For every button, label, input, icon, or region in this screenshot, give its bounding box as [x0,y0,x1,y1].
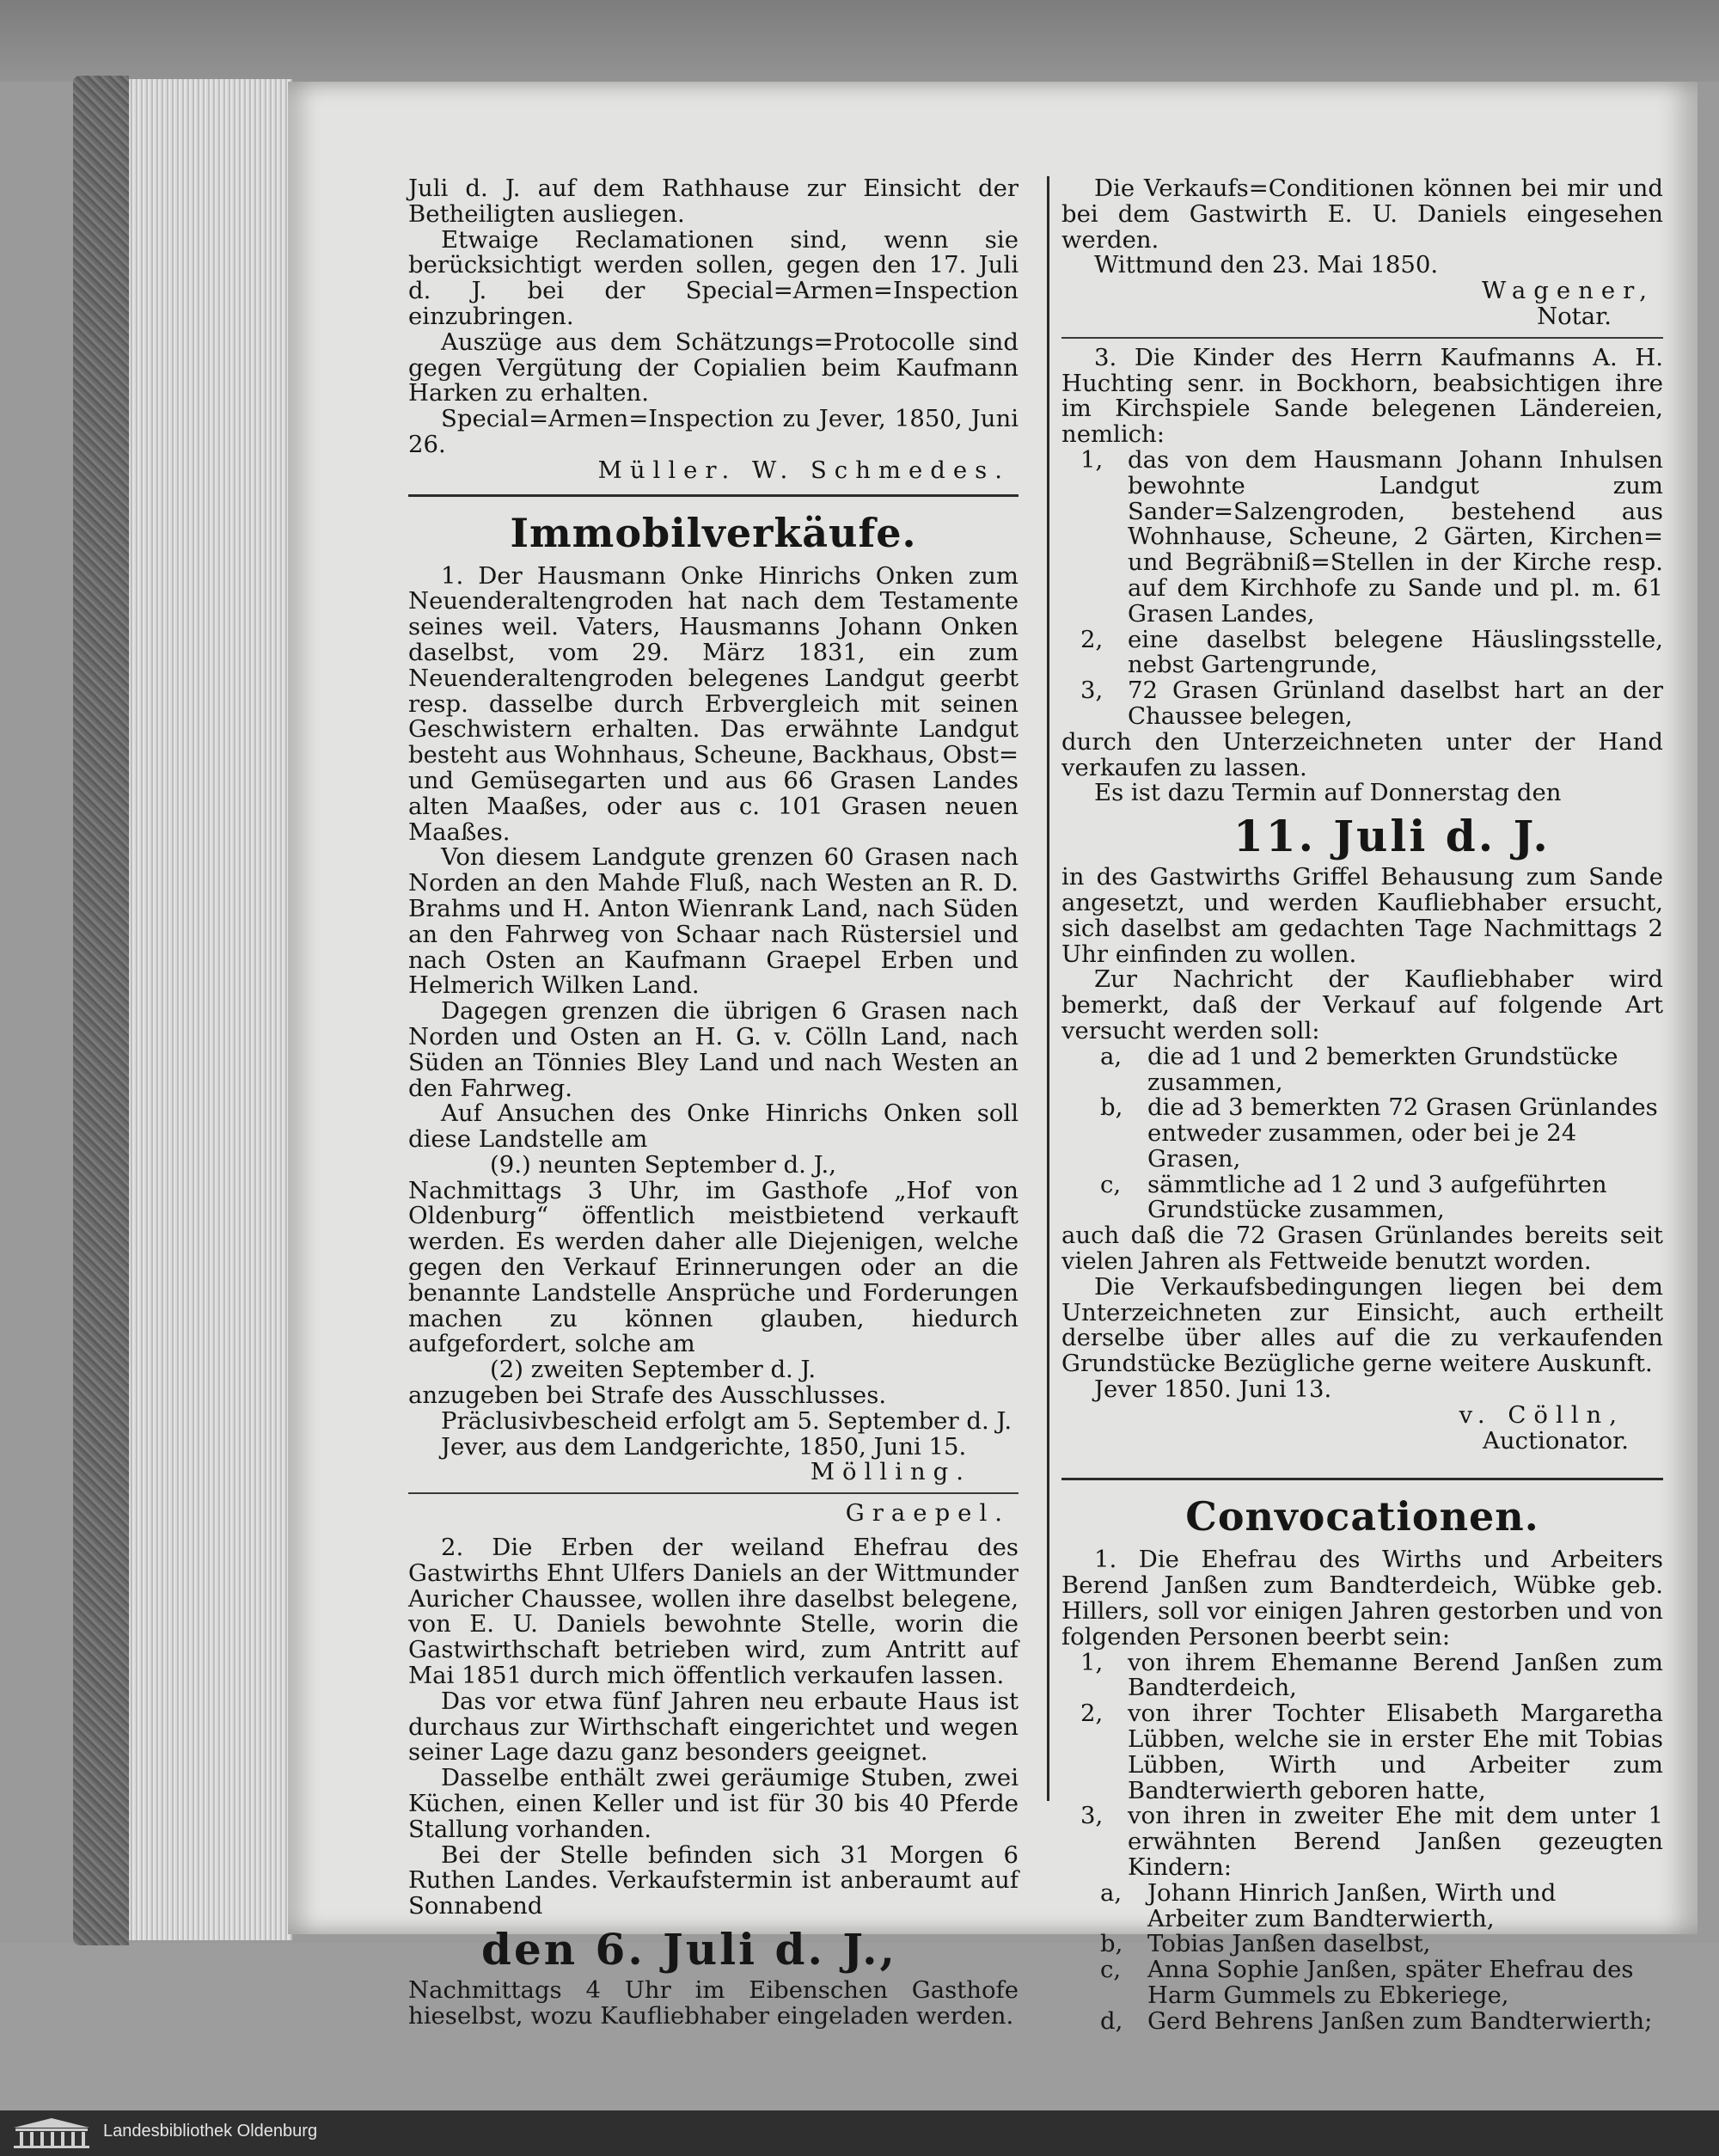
intro-paragraph: Auszüge aus dem Schätzungs=Protocolle sind gegen Vergütung der Copialien beim Kaufmann Harken zu erhalten. [408,328,1019,407]
place-date-line: Jever 1850. Juni 13. [1094,1375,1332,1404]
list-letter: d, [1100,2006,1123,2035]
signature-title: Auctionator. [1483,1426,1629,1455]
notice-paragraph: Auf Ansuchen des Onke Hinrichs Onken soll diese Landstelle am [408,1099,1019,1154]
place-date-line: Wittmund den 23. Mai 1850. [1094,251,1439,279]
list-text: eine daselbst belegene Häuslingsstelle, nebst Gartengrunde, [1128,625,1663,679]
notice-paragraph: auch daß die 72 Grasen Grünlandes bereits seit vielen Jahren als Fettweide benutzt worden. [1061,1222,1663,1276]
signature: Graepel. [845,1499,1010,1528]
list-text: Tobias Janßen daselbst, [1147,1930,1431,1958]
notice-paragraph: 2. Die Erben der weiland Ehefrau des Gastwirths Ehnt Ulfers Daniels an der Wittmunder Auricher Chaussee, wollen ihre daselbst belegene, von E. U. Daniels bewohnte Stelle, worin die Gastwirthschaft betrieben wird, zum Antritt auf Mai 1851 durch mich öffentlich verkaufen lassen. [408,1534,1019,1690]
signature: v. Cölln, [1459,1400,1624,1429]
notice-paragraph: Von diesem Landgute grenzen 60 Grasen nach Norden an den Mahde Fluß, nach Westen an R. D. Brahms und H. Anton Wienrank Land, nach Süden an den Fahrweg von Schaar nach Rüstersiel und nach Osten an Kaufmann Graepel Erben und Helmerich Wilken Land. [408,843,1019,1000]
list-letter: c, [1100,1956,1122,1984]
list-item [1061,1170,1663,1224]
list-text: die ad 3 bemerkten 72 Grasen Grünlandes entweder zusammen, oder bei je 24 Grasen, [1147,1093,1658,1173]
list-letter: b, [1100,1930,1123,1958]
scan-background-top [0,0,1719,82]
notice-line: Präclusivbescheid erfolgt am 5. September d. J. [441,1406,1012,1435]
notice-paragraph: Das vor etwa fünf Jahren neu erbaute Haus ist durchaus zur Wirthschaft eingerichtet und wegen seiner Lage dazu ganz besonders geeignet. [408,1687,1019,1767]
notice-paragraph: Die Verkaufsbedingungen liegen bei dem Unterzeichneten zur Einsicht, auch ertheilt derselbe über alles auf die zu verkaufenden Grundstücke Bezügliche gerne weitere Auskunft. [1061,1272,1663,1378]
list-item [1061,1957,1663,2009]
notice-paragraph: Die Verkaufs=Conditionen können bei mir und bei dem Gastwirth E. U. Daniels eingesehen werden. [1061,175,1663,254]
notice-paragraph: durch den Unterzeichneten unter der Hand verkaufen zu lassen. [1061,727,1663,781]
list-text: Gerd Behrens Janßen zum Bandterwierth; [1147,2006,1653,2035]
list-item [1061,2006,1663,2035]
list-item [1061,1701,1663,1804]
list-text: von ihren in zweiter Ehe mit dem unter 1 erwähnten Berend Janßen gezeugten Kindern: [1128,1802,1663,1882]
deadline-date: (2) zweiten September d. J. [490,1356,817,1384]
column-divider [1047,176,1049,1801]
list-number: 1, [1080,445,1104,474]
notice-paragraph: Dagegen grenzen die übrigen 6 Grasen nach Norden und Osten an H. G. v. Cölln Land, nach Süden an Tönnies Bley Land und nach Westen an den Fahrweg. [408,997,1019,1102]
section-rule [408,494,1019,497]
notice-paragraph: Nachmittags 3 Uhr, im Gasthofe „Hof von Oldenburg“ öffentlich meistbietend verkauft werden. Es werden daher alle Diejenigen, welche gegen den Verkauf Erinnerungen oder an die benannte Landstelle Ansprüche und Forderungen machen zu können glauben, hiedurch aufgefordert, solche am [408,1176,1019,1358]
place-date-line: Special=Armen=Inspection zu Jever, 1850, Juni 26. [408,405,1019,458]
list-item [1061,1648,1663,1702]
auction-date-heading: den 6. Juli d. J., [481,1924,897,1975]
list-item [1061,678,1663,730]
signature-rule [408,1492,1019,1494]
notice-paragraph: Nachmittags 4 Uhr im Eibenschen Gasthofe hieselbst, wozu Kaufliebhaber eingeladen werden. [408,1976,1019,2030]
auction-date: (9.) neunten September d. J., [490,1150,836,1179]
right-column [1061,176,1663,2035]
library-building-icon [9,2116,95,2150]
list-text: 72 Grasen Grünland daselbst hart an der Chaussee belegen, [1128,677,1663,730]
notice-paragraph: Zur Nachricht der Kaufliebhaber wird bemerkt, daß der Verkauf auf folgende Art versucht werden soll: [1061,965,1663,1044]
notice-paragraph: Bei der Stelle befinden sich 31 Morgen 6 Ruthen Landes. Verkaufstermin ist anberaumt auf Sonnabend [408,1841,1019,1920]
list-letter: c, [1100,1170,1122,1198]
library-name: Landesbibliothek Oldenburg [103,2122,318,2141]
list-text: sämmtliche ad 1 2 und 3 aufgeführten Grundstücke zusammen, [1147,1170,1607,1224]
list-text: das von dem Hausmann Johann Inhulsen bewohnte Landgut zum Sander=Salzengroden, bestehend aus Wohnhause, Scheune, 2 Gärten, Kirchen= und Begräbniß=Stellen in der Kirche resp. auf dem Kirchhofe zu Sande und pl. m. 61 Grasen Landes, [1128,445,1663,628]
signature: Wagener, [1481,277,1655,305]
list-item [1061,1044,1663,1096]
list-number: 2, [1080,1700,1104,1728]
list-item [1061,1878,1663,1932]
section-rule [1061,1478,1663,1480]
list-item [1061,1804,1663,1880]
list-text: von ihrer Tochter Elisabeth Margaretha Lübben, welche sie in erster Ehe mit Tobias Lübben, Wirth und Arbeiter zum Bandterwierth geboren hatte, [1128,1700,1663,1804]
list-number: 3, [1080,677,1104,705]
list-item [1061,1932,1663,1957]
page-stack-edges [129,79,292,1940]
list-item [1061,445,1663,628]
list-item [1061,625,1663,679]
auction-date-heading: 11. Juli d. J. [1233,811,1551,862]
notice-line: Es ist dazu Termin auf Donnerstag den [1094,779,1562,807]
intro-paragraph: Etwaige Reclamationen sind, wenn sie berücksichtigt werden sollen, gegen den 17. Juli d. J. bei der Special=Armen=Inspection einzubringen. [408,225,1019,330]
notice-paragraph: 1. Die Ehefrau des Wirths und Arbeiters Berend Janßen zum Bandterdeich, Wübke geb. Hillers, soll vor einigen Jahren gestorben und von folgenden Personen beerbt sein: [1061,1546,1663,1651]
library-footer-bar [0,2110,1719,2156]
signature-title: Notar. [1537,302,1612,330]
list-letter: a, [1100,1878,1123,1907]
notice-paragraph: 1. Der Hausmann Onke Hinrichs Onken zum Neuenderaltengroden hat nach dem Testamente seines weil. Vaters, Hausmanns Johann Onken daselbst, vom 29. März 1831, ein zum Neuenderaltengroden belegenes Landgut geerbt resp. dasselbe durch Erbvergleich mit seinen Geschwistern erhalten. Das erwähnte Landgut besteht aus Wohnhaus, Scheune, Backhaus, Obst= und Gemüsegarten und aus 66 Grasen Landes alten Maaßes, oder aus c. 101 Grasen neuen Maaßes. [408,561,1019,846]
notice-line: anzugeben bei Strafe des Ausschlusses. [408,1381,887,1410]
list-number: 2, [1080,625,1104,653]
intro-paragraph: Juli d. J. auf dem Rathhause zur Einsicht der Betheiligten ausliegen. [408,175,1019,228]
list-letter: b, [1100,1093,1123,1122]
signature: Müller. W. Schmedes. [597,456,1010,484]
notice-paragraph: 3. Die Kinder des Herrn Kaufmanns A. H. Huchting senr. in Bockhorn, beabsichtigen ihre im Kirchspiele Sande belegenen Ländereien, nemlich: [1061,343,1663,449]
list-number: 3, [1080,1802,1104,1830]
list-text: Johann Hinrich Janßen, Wirth und Arbeiter zum Bandterwierth, [1147,1878,1557,1932]
list-item [1061,1095,1663,1172]
list-letter: a, [1100,1042,1123,1070]
list-text: von ihrem Ehemanne Berend Janßen zum Bandterdeich, [1128,1648,1663,1702]
left-column [408,176,1019,2030]
notice-paragraph: in des Gastwirths Griffel Behausung zum Sande angesetzt, und werden Kaufliebhaber ersucht, sich daselbst am gedachten Tage Nachmittags 2 Uhr einfinden zu wollen. [1061,863,1663,968]
list-text: Anna Sophie Janßen, später Ehefrau des Harm Gummels zu Ebkeriege, [1147,1956,1634,2009]
notice-paragraph: Dasselbe enthält zwei geräumige Stuben, zwei Küchen, einen Keller und ist für 30 bis 40 Pferde Stallung vorhanden. [408,1764,1019,1843]
book-cover-edge [73,76,129,1945]
signature: Mölling. [810,1458,971,1486]
list-number: 1, [1080,1648,1104,1676]
place-date-line: Jever, aus dem Landgerichte, 1850, Juni 15. [441,1432,967,1461]
list-text: die ad 1 und 2 bemerkten Grundstücke zusammen, [1147,1042,1618,1096]
section-heading: Immobilverkäufe. [510,509,917,556]
section-heading: Convocationen. [1185,1493,1539,1540]
notice-rule [1061,337,1663,339]
